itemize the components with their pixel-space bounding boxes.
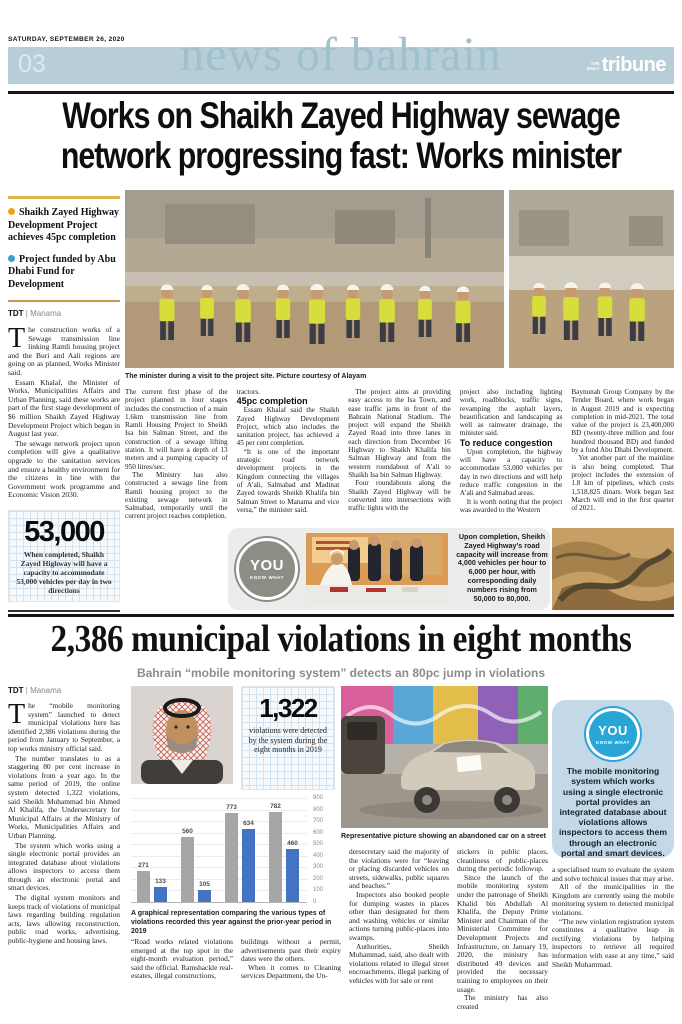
section-title: news of bahrain	[180, 28, 502, 81]
article2-headline: 2,386 municipal violations in eight months	[50, 618, 632, 660]
article2-col1: TDT | Manama The “mobile monitoring system” launched to detect municipal violations here has identified 2,386 violations during the period from January to September, a top works ministry official said. The number translates to as a staggering 80 per cent increase in violations from a year ago. In the same period of 2019, the online system detected 1,322 violations, said Sheikh Muhammad bin Ahmed Al Khalifa, the Undersecretary for Municipal Affairs at the Ministry of Works, Municipalities Affairs and Urban Planning. The system which works using a single electronic portal provides an integrated database about violations allows inspectors to access them through an electronic portal and smart devices. The digital system monitors and keeps track of violations of municipal laws regarding building regulation acts, laws allowing reconstruction, public road works, advertising, public-hygiene and housing laws.	[8, 686, 120, 946]
brand-name: tribune	[601, 54, 666, 76]
article1-headline: Works on Shaikh Zayed Highway sewage network progressing fast: Works minister	[60, 95, 622, 176]
page-number: 03	[18, 50, 46, 78]
know-what-text: Upon completion, Sheikh Zayed Highway’s road capacity will increase from 4,000 vehicles per hour to 6,000 per hour, with corresponding daily numbers rising from 50,000 to 80,000.	[456, 532, 548, 603]
highlight-item: Shaikh Zayed Highway Development Project achieves 45pc completion	[8, 207, 120, 243]
abandoned-car-illustration	[341, 686, 548, 828]
section-divider	[8, 614, 674, 617]
sidebar-accent-rule	[8, 196, 120, 199]
construction-scene-illustration-2	[509, 190, 674, 368]
tribune-logo	[587, 54, 666, 77]
article2-col2: “Road works related violations emerged at the top spot in the eight-month evaluation period,” said the official. Ramshackle real-estates, illegal constructions,	[131, 938, 233, 981]
stat-caption: When completed, Shaikh Zayed Highway will have a capacity to accommodate 53,000 vehicles per day in two directions	[16, 550, 112, 595]
stat-box-53000	[8, 510, 120, 602]
subhead-45pc: 45pc completion	[236, 396, 308, 407]
violations-chart	[131, 795, 335, 936]
article2-photo-caption: Representative picture showing an abandoned car on a street	[341, 833, 546, 840]
sidebar-divider	[8, 300, 120, 302]
know-what-box-blue	[552, 700, 674, 858]
violations-chart-plot: 271 133 560 105 773 634 782 460	[131, 798, 307, 903]
portrait-illustration	[131, 686, 233, 784]
article2-byline: TDT | Manama	[8, 686, 62, 695]
edition-date: SATURDAY, SEPTEMBER 26, 2020	[8, 36, 125, 43]
blue-bullet-icon	[8, 255, 15, 262]
article1-col2: The current first phase of the project planned in four stages includes the construction of a main 1.6km transmission line from Ramli Housing Project to Sheikh Isa bin Salman Street, and the construction of a sewage lifting station. It will have a depth of 13 meters and a pumping capacity of 950 litres/sec. The Ministry has also constructed a sewage line from Ramli housing project to the existing sewage network in Salmabad, temporarily until the current project reaches completion.	[125, 388, 228, 521]
chart-y-axis: 0 100 200 300 400 500 600 700 800 900	[313, 795, 324, 905]
desert-aerial-illustration	[552, 528, 674, 610]
subhead-congestion: To reduce congestion	[459, 437, 553, 448]
photo-signing-ceremony	[306, 533, 448, 605]
brand-the-daily: THE DAILY	[586, 60, 600, 71]
header-rule	[8, 91, 674, 94]
article2-subhead: Bahrain “mobile monitoring system” detects an 80pc jump in violations	[136, 666, 546, 680]
article1-col5: project also including lighting work, roadblocks, traffic signs, revamping the asphalt layers, beautification and landscaping as well as rainwater drainage, the minister said. To reduce congestion Upon completion, the highway will have a capacity to accommodate 53,000 vehicles per day in two directions and will help reduce traffic congestion in the A’ali and Salmabad areas. It is worth noting that the project was awarded to the Western	[459, 388, 563, 514]
article1-col4: The project aims at providing easy access to the Isa Town, and ease traffic jams in front of the Bahrain National Stadium. The project will expand the Sheikh Zayed Road into three lanes in each direction from December 16 Highway to Shaikh Khalifa bin Salman Highway and from the western roundabout of A’ali to Shaikh Isa bin Salman Highway. Four roundabouts along the Shaikh Zayed Highway will be converted into intersections with traffic lights with the	[348, 388, 451, 513]
sidebar-bottom-rule	[8, 610, 120, 612]
drop-cap: T	[8, 323, 26, 354]
photo-site-visit-secondary	[509, 190, 674, 368]
stat-number: 1,322	[259, 693, 317, 723]
article2-col3: buildings without a permit, advertisements past their expiry dates were the others. When it comes to Cleaning services Department, the Un-	[241, 938, 341, 981]
stat-caption: violations were detected by the system during the eight months in 2019	[248, 726, 328, 754]
orange-bullet-icon	[8, 208, 15, 215]
article1-sidebar	[8, 196, 120, 501]
article1-col3: tractors. 45pc completion Essam Khalaf said the Shaikh Zayed Highway Development Project, which also includes the sanitation project, has achieved a 45 per cent completion. “It is one of the important strategic road network development projects in the Kingdom connecting the villages of A’ali, Salmabad and Madinat Zayed towards Sheikh Khalifa bin Salman Street to Manama and vice versa,” the minister said.	[236, 388, 340, 514]
article1-col6: Baynunah Group Company by the Tender Board, where work began in August 2019 and is expecting completion in mid-2021. The total value of the project is 23,400,000 BD (twenty-three million and four hundred thousand BD) and funded by a fund Abu Dhabi Development. Yet another part of the mainline is also being completed. That project includes the extension of 1.8 km of pipelines, which costs 1,518,825 dinars. Work began last March will end in the first quarter of 2021.	[571, 388, 674, 513]
know-what-badge-gray: YOU KNOW WHAT	[236, 538, 298, 600]
signing-scene-illustration	[306, 533, 448, 605]
article1-body	[125, 388, 674, 528]
construction-scene-illustration	[125, 190, 504, 368]
article1-byline: TDT | Manama	[8, 309, 62, 318]
know-what-badge-blue: YOU KNOW WHAT	[586, 708, 640, 760]
stat-number: 53,000	[24, 516, 104, 548]
article1-col1: The construction works of a Sewage transmission line linking Ramli housing project and the Buri and Aali regions are going on as planned, Works Minister said. Essam Khalaf, the Minister of Works, Municipalities Affairs and Urban Planning, said these works are part of the first stage development of $6 million Shaikh Zayed Highway Development Project which began in August last year. The sewage network project upon completion will give a qualitative upgrade to the sanitation services and ensure a healthy environment for the citizens in line with the Government work programme and Economic Vision 2030.	[8, 323, 120, 500]
article2-col4: dersecretary said the majority of the violations were for “leaving or placing discarded vehicles on streets, sidewalks, public squares and beaches.” Inspectors also booked people for dumping wastes in places other than designated for them and washing vehicles or similar actions turning public-places into swamps. Authorities, Sheikh Muhammad, said, also dealt with violations related to illegal street encroachments, illegal parking of vehicles with for sale or rent	[349, 848, 449, 985]
article2-col6: a specialised team to evaluate the system and solve technical issues that may arise. All of the municipalities in the Kingdom are currently using the mobile monitoring system to detected municipal violations. “The new violation registration system constitutes a qualitative leap in rectifying violations by helping inspectors to retrieve all required information with ease at any time,” said Sheikh Muhammad.	[552, 866, 674, 969]
photo-abandoned-car	[341, 686, 548, 828]
stat-box-1322	[241, 686, 335, 790]
photo-site-visit-main	[125, 190, 504, 368]
know-what-box-text: The mobile monitoring system which works using a single electronic portal provides an integrated database about violations allows inspectors to access them through an electronic portal and smart devices.	[559, 766, 667, 858]
article1-photo-caption: The minister during a visit to the project site. Picture courtesy of Alayam	[125, 373, 367, 380]
photo-sheikh-muhammad-portrait	[131, 686, 233, 784]
photo-desert-road-aerial	[552, 528, 674, 610]
chart-caption: A graphical representation comparing the various types of violations recorded this year against the prior-year period in 2019	[131, 910, 332, 935]
article2-col5: stickers in public places, cleanliness of public-places during the periodic followup. Since the launch of the mobile monitoring system under the patronage of Sheikh Khalid bin Abdullah Al Khalifa, the Deputy Prime Minister and Chairman of the Ministerial Committee for Development Projects and Infrastructure, on January 19, 2020, the ministry has distributed 49 devices and provided the necessary training to employees on their usage. The ministry has also created	[457, 848, 548, 1011]
highlight-item: Project funded by Abu Dhabi Fund for Development	[8, 253, 116, 290]
drop-cap: T	[8, 699, 26, 730]
